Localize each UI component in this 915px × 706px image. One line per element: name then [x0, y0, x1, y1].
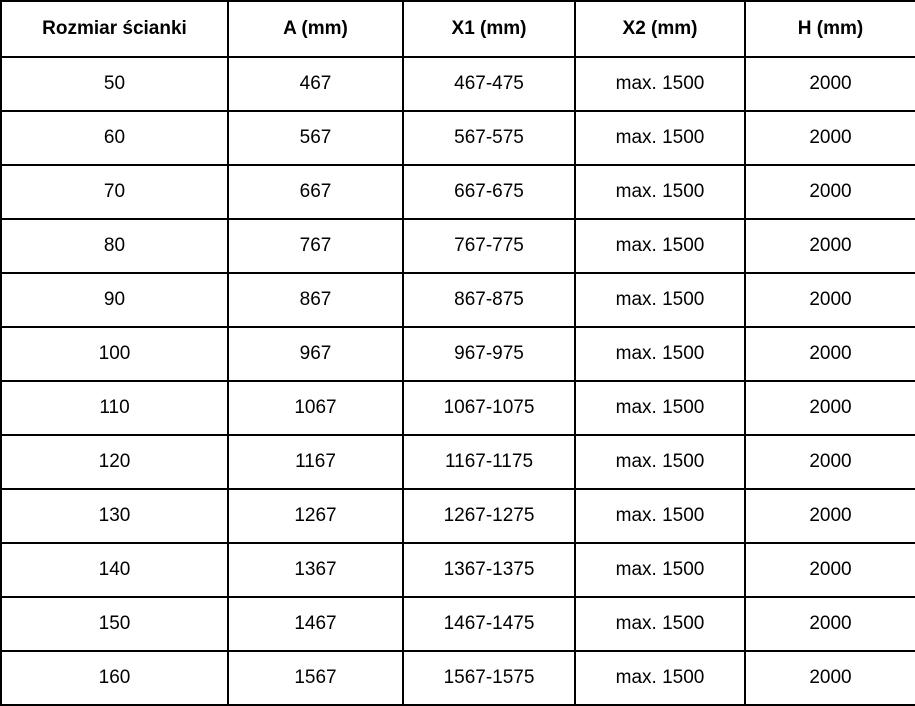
cell-x2: max. 1500	[575, 489, 745, 543]
cell-h: 2000	[745, 597, 915, 651]
table-row	[1, 543, 915, 597]
cell-x1: 867-875	[403, 273, 575, 327]
cell-a: 467	[228, 57, 403, 111]
cell-size: 50	[1, 57, 228, 111]
cell-x2: max. 1500	[575, 273, 745, 327]
cell-a: 1567	[228, 651, 403, 705]
table-row	[1, 165, 915, 219]
cell-x2: max. 1500	[575, 543, 745, 597]
cell-a: 1467	[228, 597, 403, 651]
cell-h: 2000	[745, 543, 915, 597]
table-header	[1, 1, 915, 57]
cell-x2: max. 1500	[575, 57, 745, 111]
cell-a: 667	[228, 165, 403, 219]
cell-a: 767	[228, 219, 403, 273]
table-row	[1, 219, 915, 273]
column-header-a: A (mm)	[228, 1, 403, 57]
cell-size: 160	[1, 651, 228, 705]
cell-h: 2000	[745, 273, 915, 327]
cell-h: 2000	[745, 651, 915, 705]
cell-x2: max. 1500	[575, 597, 745, 651]
table-row	[1, 327, 915, 381]
cell-x2: max. 1500	[575, 327, 745, 381]
cell-size: 140	[1, 543, 228, 597]
cell-size: 80	[1, 219, 228, 273]
cell-size: 150	[1, 597, 228, 651]
cell-x2: max. 1500	[575, 165, 745, 219]
cell-a: 967	[228, 327, 403, 381]
cell-x1: 767-775	[403, 219, 575, 273]
cell-h: 2000	[745, 219, 915, 273]
cell-a: 1367	[228, 543, 403, 597]
table-row	[1, 435, 915, 489]
cell-x1: 1367-1375	[403, 543, 575, 597]
table-header-row	[1, 1, 915, 57]
cell-a: 1067	[228, 381, 403, 435]
column-header-x2: X2 (mm)	[575, 1, 745, 57]
cell-size: 60	[1, 111, 228, 165]
cell-x1: 967-975	[403, 327, 575, 381]
cell-a: 567	[228, 111, 403, 165]
cell-size: 90	[1, 273, 228, 327]
cell-x2: max. 1500	[575, 381, 745, 435]
cell-h: 2000	[745, 489, 915, 543]
cell-x1: 1467-1475	[403, 597, 575, 651]
cell-x1: 667-675	[403, 165, 575, 219]
cell-size: 130	[1, 489, 228, 543]
table-row	[1, 273, 915, 327]
cell-h: 2000	[745, 327, 915, 381]
cell-h: 2000	[745, 57, 915, 111]
column-header-x1: X1 (mm)	[403, 1, 575, 57]
cell-x1: 467-475	[403, 57, 575, 111]
cell-x2: max. 1500	[575, 651, 745, 705]
cell-a: 1167	[228, 435, 403, 489]
column-header-h: H (mm)	[745, 1, 915, 57]
cell-a: 1267	[228, 489, 403, 543]
table-row	[1, 111, 915, 165]
cell-x1: 567-575	[403, 111, 575, 165]
table-body	[1, 57, 915, 705]
cell-h: 2000	[745, 165, 915, 219]
cell-x2: max. 1500	[575, 219, 745, 273]
cell-x1: 1067-1075	[403, 381, 575, 435]
cell-size: 120	[1, 435, 228, 489]
cell-size: 110	[1, 381, 228, 435]
cell-h: 2000	[745, 111, 915, 165]
column-header-size: Rozmiar ścianki	[1, 1, 228, 57]
cell-x1: 1267-1275	[403, 489, 575, 543]
cell-size: 70	[1, 165, 228, 219]
table-row	[1, 597, 915, 651]
cell-x1: 1567-1575	[403, 651, 575, 705]
cell-x1: 1167-1175	[403, 435, 575, 489]
table-row	[1, 651, 915, 705]
table-row	[1, 489, 915, 543]
table-row	[1, 57, 915, 111]
table-row	[1, 381, 915, 435]
cell-x2: max. 1500	[575, 435, 745, 489]
cell-a: 867	[228, 273, 403, 327]
cell-h: 2000	[745, 435, 915, 489]
cell-h: 2000	[745, 381, 915, 435]
cell-x2: max. 1500	[575, 111, 745, 165]
cell-size: 100	[1, 327, 228, 381]
